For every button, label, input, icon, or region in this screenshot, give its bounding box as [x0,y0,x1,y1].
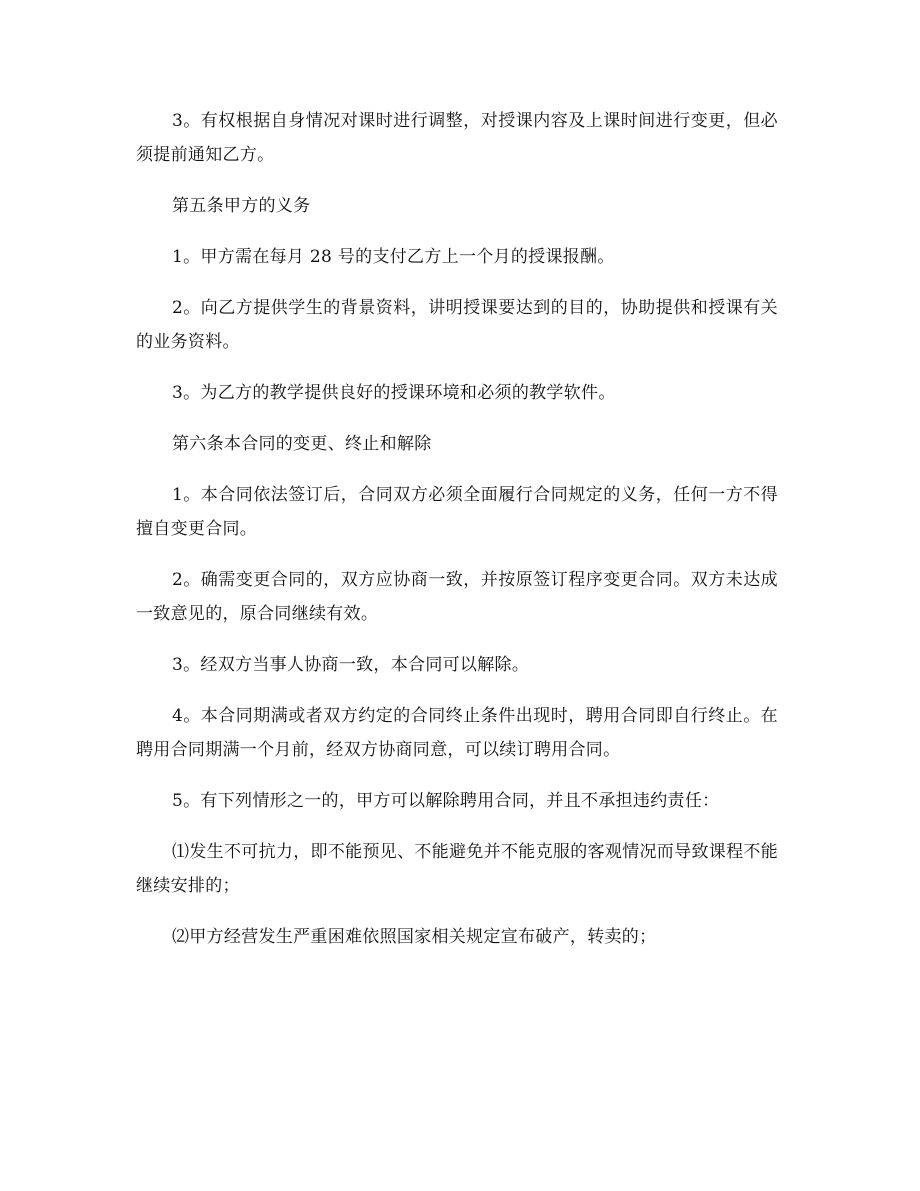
document-body [136,104,778,971]
article-5-item-1: 1。甲方需在每月 28 号的支付乙方上一个月的授课报酬。 [172,247,615,267]
article-6-item-5-sub-2: ⑵甲方经营发生严重困难依照国家相关规定宣布破产，转卖的； [172,927,657,947]
article-6-item-2: 2。确需变更合同的，双方应协商一致，并按原签订程序变更合同。双方未达成一致意见的，原合同继续有效。 [136,570,778,624]
article-5-item-2: 2。向乙方提供学生的背景资料，讲明授课要达到的目的，协助提供和授课有关的业务资料。 [136,298,778,352]
article-6-item-1: 1。本合同依法签订后，合同双方必须全面履行合同规定的义务，任何一方不得擅自变更合同。 [136,485,778,539]
article-6-item-3: 3。经双方当事人协商一致，本合同可以解除。 [172,655,530,675]
article-5-item-3: 3。为乙方的教学提供良好的授课环境和必须的教学软件。 [172,383,616,403]
article-6-item-5-sub-1: ⑴发生不可抗力，即不能预见、不能避免并不能克服的客观情况而导致课程不能继续安排的； [136,842,778,896]
clause-3-adjust-hours: 3。有权根据自身情况对课时进行调整，对授课内容及上课时间进行变更，但必须提前通知乙方。 [136,111,778,165]
article-6-heading: 第六条本合同的变更、终止和解除 [172,434,432,454]
article-6-item-4: 4。本合同期满或者双方约定的合同终止条件出现时，聘用合同即自行终止。在聘用合同期满一个月前，经双方协商同意，可以续订聘用合同。 [136,706,778,760]
article-5-heading: 第五条甲方的义务 [172,196,311,216]
article-6-item-5: 5。有下列情形之一的，甲方可以解除聘用合同，并且不承担违约责任： [172,791,720,811]
